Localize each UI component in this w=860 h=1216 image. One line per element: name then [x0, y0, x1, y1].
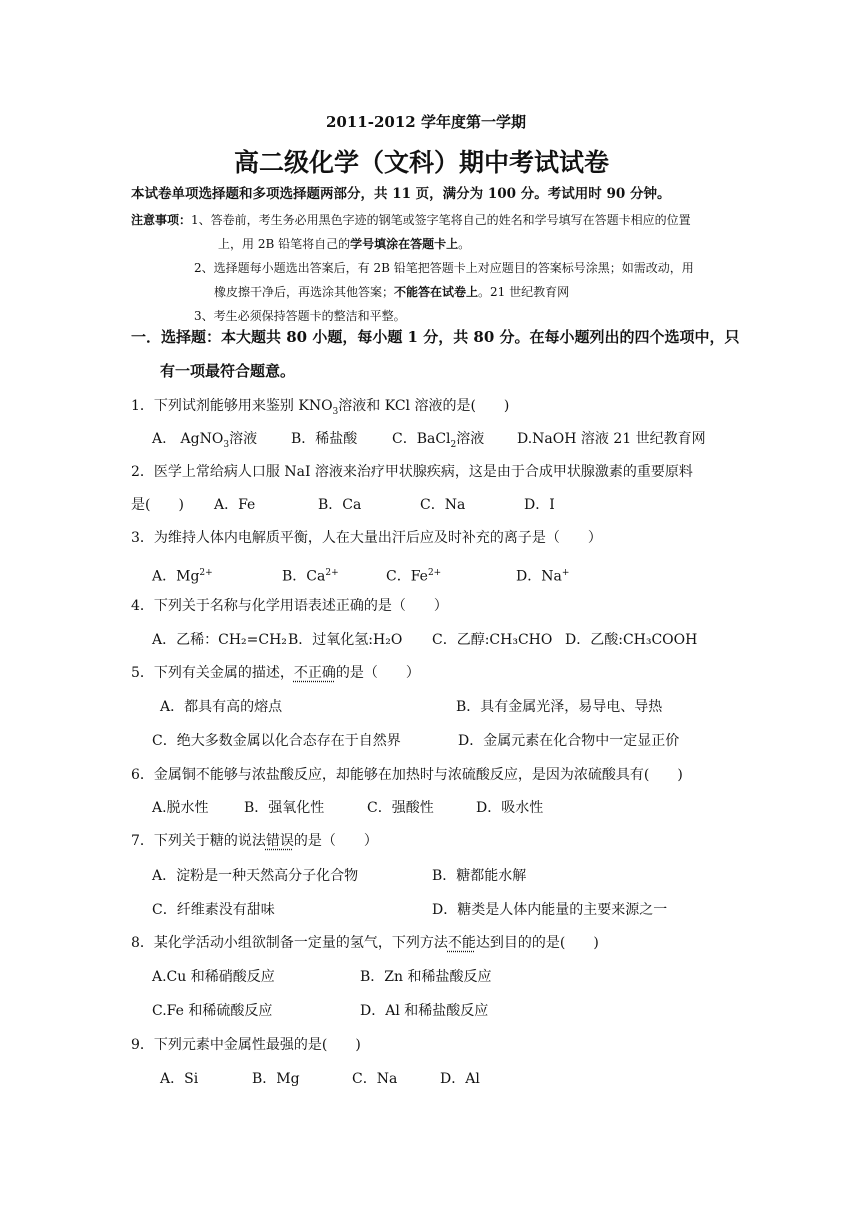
question-2-stem-2: 是( ) [131, 497, 184, 513]
q1-option-c: C．BaCl$_2$溶液 [392, 431, 485, 450]
notes-2b-bold: 不能答在试卷上 [394, 285, 479, 299]
q9-option-d: D．Al [440, 1071, 480, 1087]
q5-option-b: B．具有金属光泽，易导电、导热 [456, 699, 663, 715]
q6-option-a: A.脱水性 [152, 800, 209, 816]
q1-option-a: A. AgNO$_3$溶液 [152, 431, 258, 450]
q2-option-b: B．Ca [318, 497, 362, 513]
notes-2a: 2、选择题每小题选出答案后，有 2B 铅笔把答题卡上对应题目的答案标号涂黑；如需改动，用 [194, 261, 694, 275]
q6-option-d: D．吸水性 [476, 800, 544, 816]
q4-option-c: C．乙醇:CH₃CHO [432, 632, 553, 648]
notes-2b-pre: 橡皮擦干净后，再选涂其他答案； [214, 285, 395, 299]
notes-1b-bold: 学号填涂在答题卡上 [350, 237, 459, 251]
notes-1b [218, 234, 470, 254]
q7-option-c: C．纤维素没有甜味 [152, 902, 275, 918]
q4-option-a: A．乙稀：CH₂=CH₂ [152, 632, 287, 648]
question-2-stem: 2．医学上常给病人口服 NaI 溶液来治疗甲状腺疾病，这是由于合成甲状腺激素的重要原料 [131, 464, 693, 480]
question-9-stem: 9．下列元素中金属性最强的是( ) [131, 1037, 361, 1053]
q8-option-c: C.Fe 和稀硫酸反应 [152, 1003, 273, 1019]
exam-intro: 本试卷单项选择题和多项选择题两部分，共 11 页，满分为 100 分。考试用时 90 分钟。 [131, 186, 671, 202]
section-heading-1: 一．选择题：本大题共 80 小题，每小题 1 分，共 80 分。在每小题列出的四个选项中，只 [131, 328, 740, 346]
q3-option-a: A．$Mg^{2+}$ [152, 568, 213, 585]
question-3-stem: 3．为维持人体内电解质平衡，人在大量出汗后应及时补充的离子是（ ） [131, 530, 602, 546]
q9-option-a: A．Si [160, 1071, 199, 1087]
notes-1b-pre: 上，用 2B 铅 [218, 237, 291, 251]
section-heading-2: 有一项最符合题意。 [160, 362, 296, 380]
q7-option-b: B．糖都能水解 [432, 868, 527, 884]
q2-option-a: A．Fe [214, 497, 256, 513]
notes-2b-end: 。21 世纪教育网 [478, 285, 570, 299]
notes-1b-mid: 笔将自己的 [290, 237, 351, 251]
question-8-stem: 8．某化学活动小组欲制备一定量的氢气，下列方法不能达到目的的是( ) [131, 935, 599, 951]
notes-1a [131, 210, 691, 230]
q7-option-a: A．淀粉是一种天然高分子化合物 [152, 868, 359, 884]
q9-option-c: C．Na [352, 1071, 398, 1087]
question-1-stem: 1．下列试剂能够用来鉴别 $KNO_3$溶液和 KCl 溶液的是( ) [131, 398, 510, 417]
notes-1a-text: 1、答卷前，考生务必用黑色字迹的钢笔或签字笔将自己的姓名和学号填写在答题卡相应的位置 [191, 213, 691, 227]
q3-option-b: B．$Ca^{2+}$ [282, 568, 339, 585]
question-6-stem: 6．金属铜不能够与浓盐酸反应，却能够在加热时与浓硫酸反应，是因为浓硫酸具有( ) [131, 767, 683, 783]
q6-option-b: B．强氧化性 [244, 800, 325, 816]
notes-label: 注意事项： [131, 213, 192, 227]
q5-option-a: A．都具有高的熔点 [160, 699, 283, 715]
q3-option-c: C．$Fe^{2+}$ [386, 568, 442, 585]
q4-option-b: B．过氧化氢:H₂O [288, 632, 403, 648]
school-year: 2011-2012 学年度第一学期 [326, 113, 526, 131]
q9-option-b: B．Mg [252, 1071, 300, 1087]
q8-option-d: D．Al 和稀盐酸反应 [360, 1003, 489, 1019]
question-4-stem: 4．下列关于名称与化学用语表述正确的是（ ） [131, 598, 448, 614]
q2-option-c: C．Na [420, 497, 466, 513]
q1-option-b: B．稀盐酸 [291, 431, 358, 447]
q6-option-c: C．强酸性 [367, 800, 434, 816]
notes-2b [214, 282, 569, 302]
q4-option-d: D．乙酸:CH₃COOH [565, 632, 698, 648]
q5-option-c: C．绝大多数金属以化合态存在于自然界 [152, 733, 401, 749]
q1-option-d: D.NaOH 溶液 21 世纪教育网 [517, 431, 706, 447]
notes-1b-end: 。 [458, 237, 471, 251]
q2-option-d: D．I [524, 497, 555, 513]
question-7-stem: 7．下列关于糖的说法错误的是（ ） [131, 833, 378, 849]
notes-3: 3、考生必须保持答题卡的整洁和平整。 [194, 309, 406, 323]
q7-option-d: D．糖类是人体内能量的主要来源之一 [432, 902, 668, 918]
page-title: 高二级化学（文科）期中考试试卷 [234, 148, 610, 177]
q3-option-d: D．Na+ [516, 568, 570, 585]
q8-option-a: A.Cu 和稀硝酸反应 [152, 969, 275, 985]
q8-option-b: B．Zn 和稀盐酸反应 [360, 969, 492, 985]
question-5-stem: 5．下列有关金属的描述，不正确的是（ ） [131, 665, 420, 681]
q5-option-d: D．金属元素在化合物中一定显正价 [458, 733, 680, 749]
